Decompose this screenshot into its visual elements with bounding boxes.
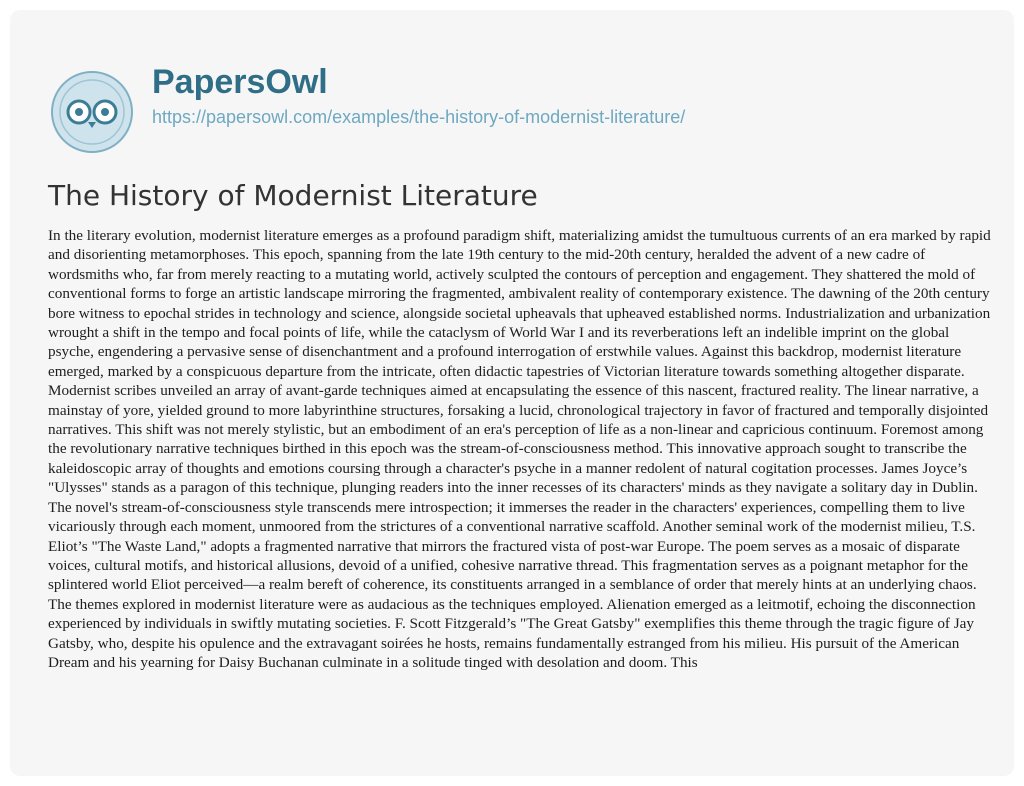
brand-name: PapersOwl (152, 63, 328, 101)
page-header (10, 10, 1014, 150)
article-body: In the literary evolution, modernist literature emerges as a profound paradigm shift, materializing amidst the tumultuous currents of an era marked by rapid and disorienting metamorphoses. This epoch, spanning from the late 19th century to the mid-20th century, heralded the advent of a new cadre of wordsmiths who, far from merely reacting to a mutating world, actively sculpted the contours of perception and engagement. They shattered the mold of conventional forms to forge an artistic landscape mirroring the fragmented, ambivalent reality of contemporary existence. The dawning of the 20th century bore witness to epochal strides in technology and science, alongside societal upheavals that upheaved established norms. Industrialization and urbanization wrought a shift in the tempo and focal points of life, while the cataclysm of World War I and its reverberations left an indelible imprint on the global psyche, engendering a pervasive sense of disenchantment and a profound interrogation of erstwhile values. Against this backdrop, modernist literature emerged, marked by a conspicuous departure from the intricate, often didactic tapestries of Victorian literature towards something altogether disparate. Modernist scribes unveiled an array of avant-garde techniques aimed at encapsulating the essence of this nascent, fractured reality. The linear narrative, a mainstay of yore, yielded ground to more labyrinthine structures, forsaking a lucid, chronological trajectory in favor of fractured and temporally disjointed narratives. This shift was not merely stylistic, but an embodiment of an era's perception of life as a non-linear and capricious continuum. Foremost among the revolutionary narrative techniques birthed in this epoch was the stream-of-consciousness method. This innovative approach sought to transcribe the kaleidoscopic array of thoughts and emotions coursing through a character's psyche in a manner redolent of natural cogitation processes. James Joyce’s "Ulysses" stands as a paragon of this technique, plunging readers into the inner recesses of its characters' minds as they navigate a solitary day in Dublin. The novel's stream-of-consciousness style transcends mere introspection; it immerses the reader in the characters' experiences, compelling them to live vicariously through each moment, unmoored from the strictures of a conventional narrative scaffold. Another seminal work of the modernist milieu, T.S. Eliot’s "The Waste Land," adopts a fragmented narrative that mirrors the fractured vista of post-war Europe. The poem serves as a mosaic of disparate voices, cultural motifs, and historical allusions, devoid of a unified, cohesive narrative thread. This fragmentation serves as a poignant metaphor for the splintered world Eliot perceived—a realm bereft of coherence, its constituents arranged in a semblance of order that merely hints at an underlying chaos. The themes explored in modernist literature were as audacious as the techniques employed. Alienation emerged as a leitmotif, echoing the disconnection experienced by individuals in swiftly mutating societies. F. Scott Fitzgerald’s "The Great Gatsby" exemplifies this theme through the tragic figure of Jay Gatsby, who, despite his opulence and the extravagant soirées he hosts, remains fundamentally estranged from his milieu. His pursuit of the American Dream and his yearning for Daisy Buchanan culminate in a solitude tinged with desolation and doom. This (48, 227, 991, 671)
document-page (10, 10, 1014, 776)
article-title: The History of Modernist Literature (48, 179, 538, 212)
source-url[interactable]: https://papersowl.com/examples/the-history-of-modernist-literature/ (152, 107, 686, 127)
owl-icon (48, 68, 136, 156)
